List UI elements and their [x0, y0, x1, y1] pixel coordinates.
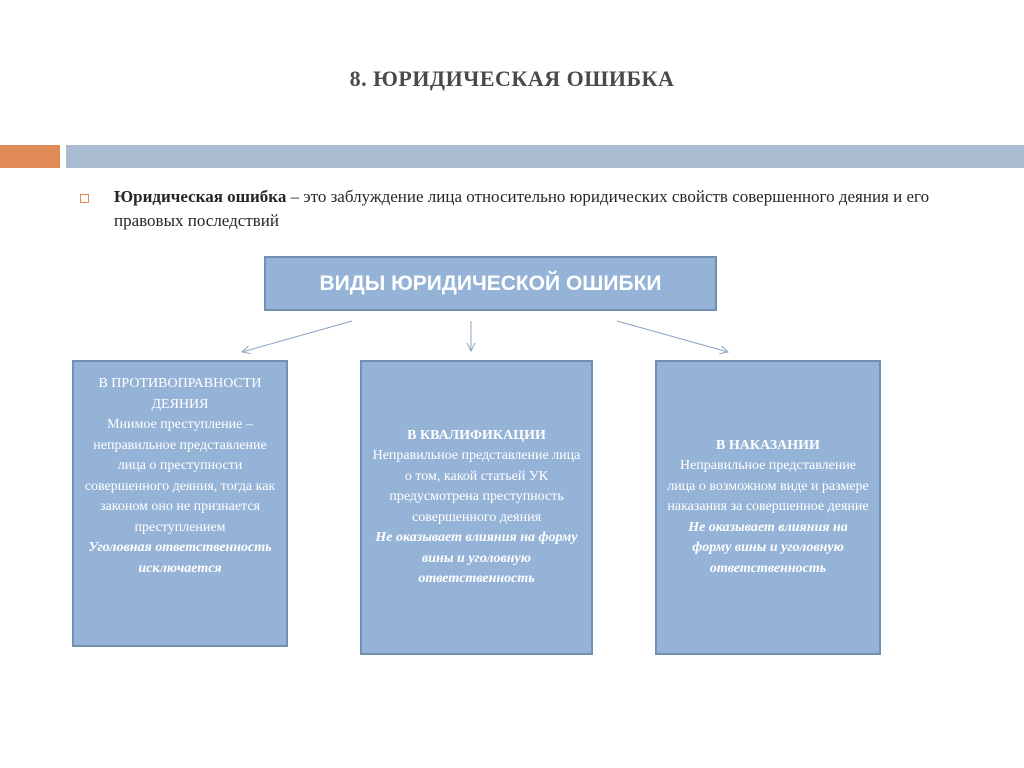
arrow-right	[617, 321, 728, 352]
slide-title: 8. ЮРИДИЧЕСКАЯ ОШИБКА	[349, 66, 675, 91]
definition-rest: – это заблуждение лица относительно юридических свойств совершенного деяния и его правовых последствий	[114, 187, 930, 230]
card-unlawfulness	[72, 360, 288, 647]
card-conclusion: Не оказывает влияния на форму вины и уголовную ответственность	[688, 519, 848, 576]
card-qualification	[360, 360, 593, 655]
card-conclusion: Уголовная ответственность исключается	[88, 540, 272, 576]
diagram-header-label: ВИДЫ ЮРИДИЧЕСКОЙ ОШИБКИ	[319, 271, 662, 295]
card-punishment	[655, 360, 881, 655]
card-body: Неправильное представление лица о том, какой статьей УК предусмотрена преступность совершенного деяния	[372, 448, 581, 525]
card-conclusion: Не оказывает влияния на форму вины и уголовную ответственность	[375, 530, 578, 586]
card-body: Неправильное представление лица о возможном виде и размере наказания за совершенное деяние	[667, 458, 869, 515]
arrow-left	[242, 321, 352, 352]
card-body: Мнимое преступление – неправильное представление лица о преступности совершенного деяния, тогда как законом оно не признается преступлением	[84, 417, 276, 535]
card-heading: В КВАЛИФИКАЦИИ	[407, 427, 546, 443]
card-heading: В ПРОТИВОПРАВНОСТИ ДЕЯНИЯ	[98, 376, 262, 412]
card-heading: В НАКАЗАНИИ	[716, 437, 820, 453]
definition-term: Юридическая ошибка	[114, 187, 287, 206]
